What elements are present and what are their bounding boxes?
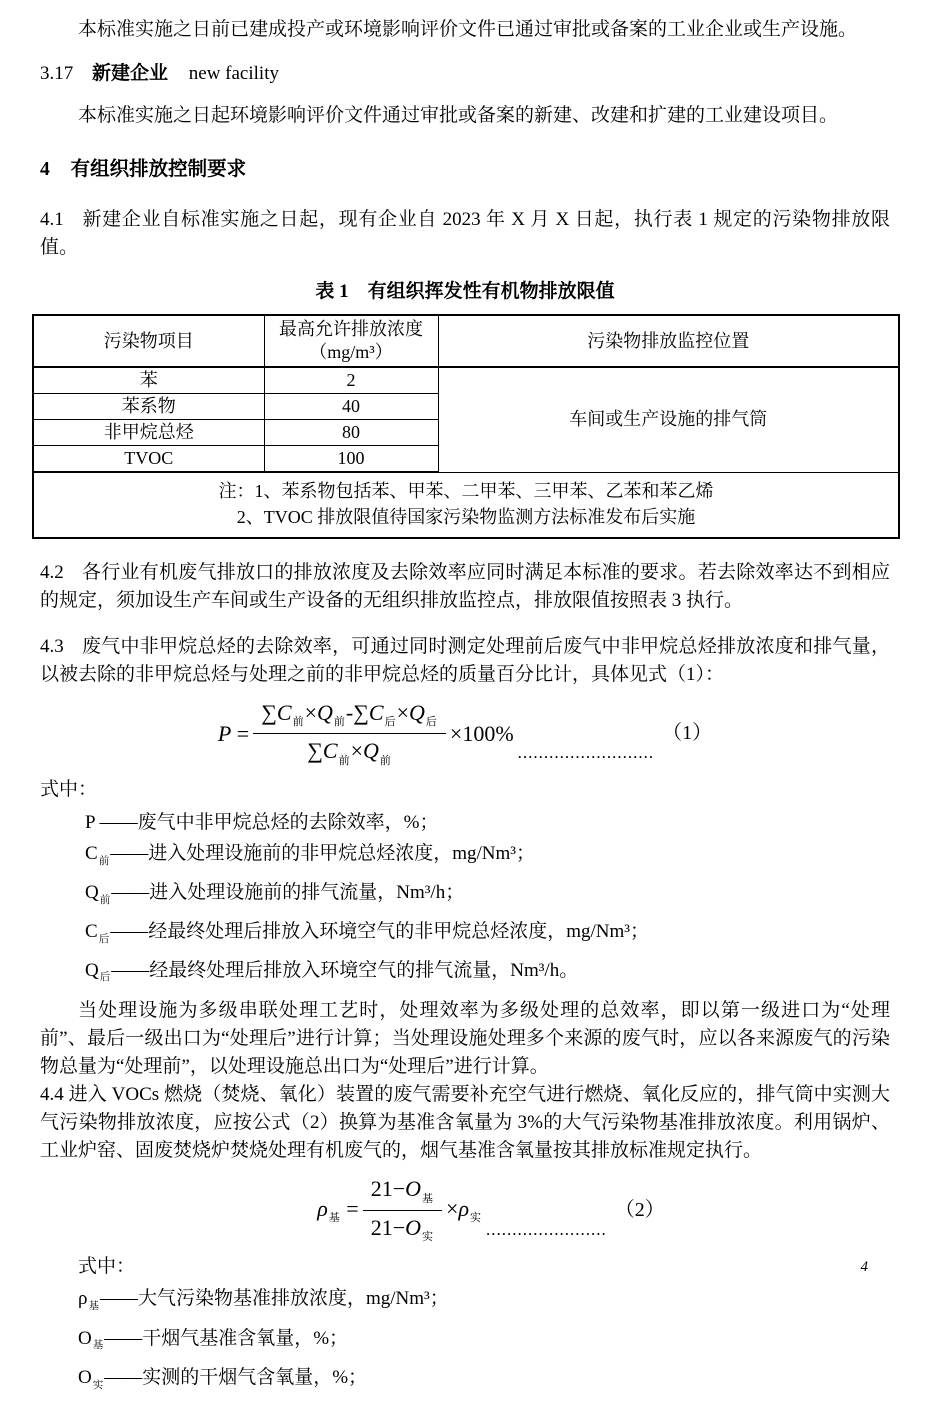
monitor-location-cell: 车间或生产设施的排气筒 xyxy=(438,367,899,472)
definition-O-measured: $O_实——$实测的干烟气含氧量，%； xyxy=(78,1367,368,1392)
pollutant-name: TVOC xyxy=(33,446,264,473)
clause-4-4-text: 进入 VOCs 燃烧（焚烧、氧化）装置的废气需要补充空气进行燃烧、氧化反应的，排气筒中实测大气污染物排放浓度，应按公式（2）换算为基准含氧量为 3%的大气污染物基准排放浓度。利用锅炉、工业炉窑、固废焚烧炉焚烧处理有机废气的，烟气基准含氧量按其排放标准规定执行。 xyxy=(40,1084,890,1162)
clause-4-3-number: 4.3 xyxy=(40,636,64,657)
table-header-row xyxy=(33,315,899,367)
formula-2-multiplier: $\times\rho_实$ xyxy=(446,1195,482,1224)
definition-C-before: $C_前——$进入处理设施前的非甲烷总烃浓度，mg/Nm³； xyxy=(85,843,535,868)
formula-2-denominator: $21-O_实$ xyxy=(370,1214,434,1243)
table-note-1: 注：1、苯系物包括苯、甲苯、二甲苯、三甲苯、乙苯和苯乙烯 xyxy=(218,481,714,501)
section-3-17-heading xyxy=(40,60,890,88)
pollutant-name: 非甲烷总烃 xyxy=(33,420,264,446)
where-clause-2: 式中： xyxy=(78,1255,136,1277)
col-header-limit-unit: （mg/m³） xyxy=(309,342,393,362)
clause-4-1-text: 新建企业自标准实施之日起，现有企业自 2023 年 X 月 X 日起，执行表 1 规定的污染物排放限值。 xyxy=(40,209,890,258)
clause-4-2-text: 各行业有机废气排放口的排放浓度及去除效率应同时满足本标准的要求。若去除效率达不到相应的规定，须加设生产车间或生产设备的无组织排放监控点，排放限值按照表 3 执行。 xyxy=(40,562,890,611)
formula-1-denominator: $\sum C_前\times Q_前$ xyxy=(307,738,391,767)
section-3-17-number: 3.17 xyxy=(40,63,74,84)
where-clause-1: 式中： xyxy=(40,779,98,801)
page-number: 4 xyxy=(860,1259,868,1275)
term-english: new facility xyxy=(188,63,279,84)
clause-4-1 xyxy=(40,206,890,262)
table-row-benzene xyxy=(33,367,899,394)
formula-1-multiplier: ×100% xyxy=(449,720,514,746)
pollutant-limit: 80 xyxy=(264,420,438,446)
table-1-caption: 表 1 有组织挥发性有机物排放限值 xyxy=(315,281,615,302)
formula-1-lhs: P = xyxy=(217,720,250,746)
clause-4-3 xyxy=(40,633,890,689)
definition-O-base: $O_基——$干烟气基准含氧量，%； xyxy=(78,1327,349,1352)
intro-paragraph: 本标准实施之日前已建成投产或环境影响评价文件已通过审批或备案的工业企业或生产设施。 xyxy=(78,19,858,40)
definition-P: P ——废气中非甲烷总烃的去除效率，%； xyxy=(85,812,439,834)
table-notes-row xyxy=(33,472,899,538)
definition-Q-after: $Q_后——$经最终处理后排放入环境空气的排气流量，Nm³/h。 xyxy=(85,959,579,984)
formula-1-definitions xyxy=(85,807,890,993)
pollutant-name: 苯系物 xyxy=(33,394,264,420)
clause-4-2-number: 4.2 xyxy=(40,562,64,583)
clause-4-1-number: 4.1 xyxy=(40,209,64,230)
col-header-location: 污染物排放监控位置 xyxy=(438,315,899,367)
section-4-heading xyxy=(40,156,890,184)
section-3-17-body: 本标准实施之日起环境影响评价文件通过审批或备案的新建、改建和扩建的工业建设项目。 xyxy=(78,105,839,126)
term-chinese: 新建企业 xyxy=(92,63,169,84)
pollutant-limit: 40 xyxy=(264,394,438,420)
definition-rho-base: $\rho_基——$大气污染物基准排放浓度，mg/Nm³； xyxy=(78,1287,449,1312)
table-1 xyxy=(32,314,900,539)
pollutant-limit: 100 xyxy=(264,446,438,473)
formula-2-definitions xyxy=(78,1283,890,1402)
formula-2-leader-dots: ....................... xyxy=(486,1219,607,1239)
formula-2-fraction xyxy=(363,1175,442,1244)
formula-2-label: （2） xyxy=(614,1198,665,1221)
col-header-limit-line1: 最高允许排放浓度 xyxy=(279,319,423,339)
multi-stage-paragraph: 当处理设施为多级串联处理工艺时，处理效率为多级处理的总效率，即以第一级进口为“处理前”、最后一级出口为“处理后”进行计算；当处理设施处理多个来源的废气时，应以各来源废气的污染物总量为“处理前”，以处理设施总出口为“处理后”进行计算。 xyxy=(40,1000,890,1078)
formula-1-numerator: $\sum C_前\times Q_前-\sum C_后\times Q_后$ xyxy=(253,699,446,734)
pollutant-name: 苯 xyxy=(33,367,264,394)
table-note-2: 2、TVOC 排放限值待国家污染物监测方法标准发布后实施 xyxy=(236,507,696,527)
clause-4-4-number: 4.4 xyxy=(40,1084,64,1106)
clause-4-2 xyxy=(40,559,890,615)
formula-1 xyxy=(40,699,890,768)
pollutant-limit: 2 xyxy=(264,367,438,394)
col-header-limit xyxy=(264,315,438,367)
col-header-pollutant: 污染物项目 xyxy=(33,315,264,367)
clause-4-4 xyxy=(40,1081,890,1165)
formula-2-lhs: $\rho_基$ = xyxy=(317,1195,359,1224)
formula-1-leader-dots: .......................... xyxy=(517,743,655,763)
formula-1-fraction xyxy=(253,699,446,768)
definition-Q-before: $Q_前——$进入处理设施前的排气流量，Nm³/h； xyxy=(85,882,465,906)
formula-2 xyxy=(92,1175,890,1244)
definition-C-after: $C_后——$经最终处理后排放入环境空气的非甲烷总烃浓度，mg/Nm³； xyxy=(85,920,649,945)
section-4-title: 有组织排放控制要求 xyxy=(70,159,247,180)
section-4-number: 4 xyxy=(40,159,50,180)
formula-2-numerator: $21-O_基$ xyxy=(363,1175,442,1210)
clause-4-3-text: 废气中非甲烷总烃的去除效率，可通过同时测定处理前后废气中非甲烷总烃排放浓度和排气量，以被去除的非甲烷总烃与处理之前的非甲烷总烃的质量百分比计，具体见式（1）： xyxy=(40,636,890,685)
formula-1-label: （1） xyxy=(662,722,713,745)
